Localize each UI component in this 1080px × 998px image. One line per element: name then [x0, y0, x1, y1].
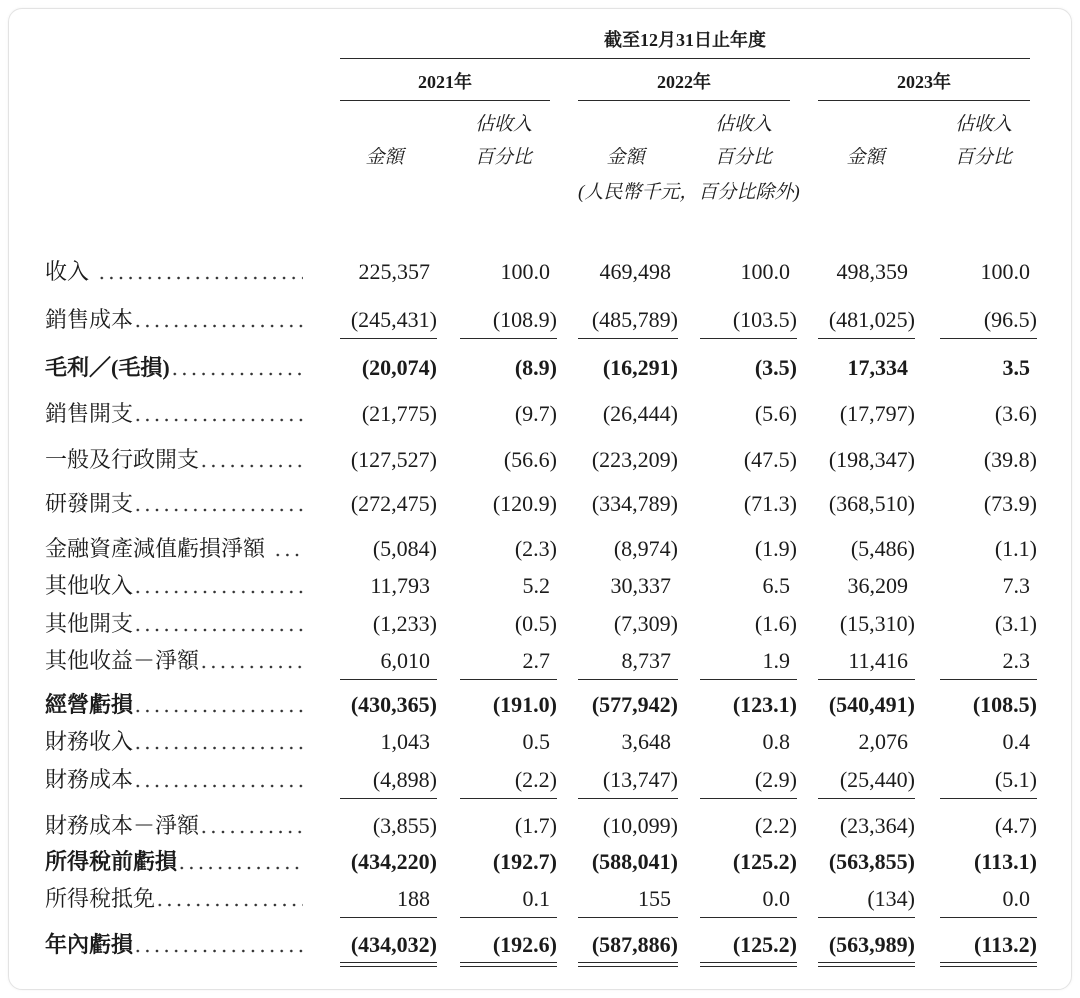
percent-2022-cell: 0.0 — [700, 884, 797, 914]
percent-2021-cell: (120.9) — [492, 491, 557, 516]
row-label — [45, 811, 303, 841]
percent-2021-cell: (9.7) — [514, 401, 557, 426]
dot-leader — [177, 847, 303, 877]
amount-2021-cell: 11,793 — [370, 573, 430, 598]
percent-2022-cell: (103.5) — [700, 305, 797, 335]
row-label — [45, 847, 303, 877]
amount-2021-cell: (272,475) — [350, 491, 437, 516]
amount-2023-cell: (563,989) — [818, 930, 915, 960]
dot-leader — [155, 884, 303, 914]
percent-header-2022-line2: 百分比 — [714, 147, 772, 168]
table-row — [0, 884, 1080, 914]
amount-2023-cell: (368,510) — [828, 491, 915, 516]
percent-2023-cell: 3.5 — [1002, 355, 1030, 380]
dot-leader — [199, 646, 303, 676]
amount-2021-cell: (1,233) — [372, 611, 437, 636]
percent-2021-cell: (56.6) — [503, 447, 557, 472]
row-label-text: 所得稅抵免 — [45, 886, 156, 911]
amount-2021-cell: (434,032) — [340, 930, 437, 960]
amount-2023-cell: (481,025) — [818, 305, 915, 335]
table-row — [0, 489, 1080, 519]
dot-leader — [133, 727, 303, 757]
amount-2021-cell: (20,074) — [361, 355, 437, 380]
percent-2022-cell: (47.5) — [743, 447, 797, 472]
amount-2022-cell: 8,737 — [578, 646, 678, 676]
percent-2021-cell: 100.0 — [500, 259, 550, 284]
amount-2021-cell: 225,357 — [358, 259, 430, 284]
percent-2022-cell: (2.2) — [754, 813, 797, 838]
amount-2022-cell: 155 — [578, 884, 678, 914]
percent-header-2022-line1: 佔收入 — [714, 114, 772, 135]
row-label — [45, 727, 303, 757]
row-label — [45, 445, 303, 475]
percent-2021-cell: (2.3) — [514, 536, 557, 561]
year-header-2023: 2023年 — [897, 72, 951, 92]
percent-2023-cell: (3.6) — [994, 401, 1037, 426]
amount-2023-cell: (25,440) — [818, 765, 915, 795]
percent-2021-cell: 0.5 — [522, 729, 550, 754]
amount-2021-cell: (3,855) — [372, 813, 437, 838]
percent-2022-cell: (3.5) — [754, 355, 797, 380]
percent-2023-cell: 7.3 — [1002, 573, 1030, 598]
dot-leader — [133, 399, 303, 429]
year-rule-2022 — [578, 100, 790, 101]
amount-2022-cell: (577,942) — [591, 692, 678, 717]
percent-2022-cell: 6.5 — [762, 573, 790, 598]
amount-2023-cell: (15,310) — [839, 611, 915, 636]
row-label-text: 銷售成本 — [45, 307, 134, 332]
year-header-2022: 2022年 — [657, 72, 711, 92]
percent-2023-cell: (5.1) — [940, 765, 1037, 795]
amount-2022-cell: (223,209) — [591, 447, 678, 472]
percent-2023-cell: (4.7) — [994, 813, 1037, 838]
amount-2023-cell: (563,855) — [828, 849, 915, 874]
percent-2021-cell: 2.7 — [460, 646, 557, 676]
percent-2023-cell: (96.5) — [940, 305, 1037, 335]
percent-2023-cell: (1.1) — [994, 536, 1037, 561]
row-label — [45, 765, 303, 795]
period-header: 截至12月31日止年度 — [604, 30, 766, 50]
amount-2022-cell: (26,444) — [602, 401, 678, 426]
year-header-2021: 2021年 — [418, 72, 472, 92]
percent-2021-cell: (1.7) — [514, 813, 557, 838]
percent-2022-cell: (2.9) — [700, 765, 797, 795]
amount-2023-cell: (134) — [818, 884, 915, 914]
row-label-text: 一般及行政開支 — [45, 447, 200, 472]
row-label-text: 其他收益－淨額 — [45, 648, 200, 673]
year-rule-2021 — [340, 100, 550, 101]
table-row — [0, 690, 1080, 720]
percent-2023-cell: (73.9) — [983, 491, 1037, 516]
row-label — [45, 305, 303, 335]
amount-2022-cell: (588,041) — [591, 849, 678, 874]
dot-leader — [273, 534, 303, 564]
amount-2021-cell: (127,527) — [350, 447, 437, 472]
amount-2022-cell: 30,337 — [610, 573, 671, 598]
amount-header-2022: 金額 — [606, 147, 645, 168]
amount-2022-cell: (13,747) — [578, 765, 678, 795]
table-row — [0, 445, 1080, 475]
row-label-text: 毛利／(毛損) — [45, 355, 170, 380]
percent-2021-cell: (2.2) — [460, 765, 557, 795]
row-label — [45, 489, 303, 519]
row-label-text: 金融資產減值虧損淨額 — [45, 536, 266, 561]
table-row — [0, 534, 1080, 564]
dot-leader — [133, 305, 303, 335]
row-label — [45, 609, 303, 639]
percent-2023-cell: 0.4 — [1002, 729, 1030, 754]
percent-2023-cell: (113.1) — [974, 849, 1037, 874]
row-label-text: 年內虧損 — [45, 932, 134, 957]
amount-2021-cell: 1,043 — [380, 729, 430, 754]
dot-leader — [133, 690, 303, 720]
unit-note: (人民幣千元，百分比除外) — [578, 182, 800, 203]
table-row — [0, 257, 1080, 287]
table-row — [0, 765, 1080, 795]
table-row — [0, 571, 1080, 601]
dot-leader — [199, 445, 303, 475]
percent-2023-cell: 100.0 — [980, 259, 1030, 284]
amount-2022-cell: (334,789) — [591, 491, 678, 516]
percent-2022-cell: (1.6) — [754, 611, 797, 636]
amount-2023-cell: (23,364) — [839, 813, 915, 838]
row-label-text: 財務成本－淨額 — [45, 813, 200, 838]
dot-leader — [133, 571, 303, 601]
table-row — [0, 930, 1080, 960]
amount-2021-cell: 6,010 — [340, 646, 437, 676]
row-label — [45, 257, 303, 287]
dot-leader — [170, 353, 303, 383]
percent-2021-cell: 5.2 — [522, 573, 550, 598]
amount-2022-cell: (485,789) — [578, 305, 678, 335]
percent-header-2021-line1: 佔收入 — [474, 114, 532, 135]
table-row — [0, 353, 1080, 383]
row-label — [45, 690, 303, 720]
percent-2022-cell: 0.8 — [762, 729, 790, 754]
amount-2022-cell: (587,886) — [578, 930, 678, 960]
amount-2021-cell: (5,084) — [372, 536, 437, 561]
percent-header-2023-line1: 佔收入 — [954, 114, 1012, 135]
amount-2021-cell: 188 — [340, 884, 437, 914]
row-label — [45, 930, 303, 960]
dot-leader — [133, 930, 303, 960]
percent-header-2023-line2: 百分比 — [954, 147, 1012, 168]
amount-2023-cell: (540,491) — [828, 692, 915, 717]
row-label-text: 其他開支 — [45, 611, 134, 636]
amount-2023-cell: (5,486) — [850, 536, 915, 561]
amount-2023-cell: 17,334 — [847, 355, 908, 380]
row-label — [45, 399, 303, 429]
table-row — [0, 305, 1080, 335]
percent-2022-cell: (123.1) — [732, 692, 797, 717]
amount-2023-cell: (17,797) — [839, 401, 915, 426]
percent-2022-cell: 1.9 — [700, 646, 797, 676]
row-label — [45, 646, 303, 676]
row-label-text: 財務成本 — [45, 767, 134, 792]
amount-2022-cell: (8,974) — [613, 536, 678, 561]
row-label — [45, 534, 303, 564]
row-label-text: 財務收入 — [45, 729, 134, 754]
table-row — [0, 399, 1080, 429]
table-row — [0, 847, 1080, 877]
row-label-text: 銷售開支 — [45, 401, 134, 426]
amount-2022-cell: 3,648 — [621, 729, 671, 754]
amount-2021-cell: (430,365) — [350, 692, 437, 717]
amount-2022-cell: (16,291) — [602, 355, 678, 380]
table-row — [0, 727, 1080, 757]
dot-leader — [133, 489, 303, 519]
percent-2021-cell: (191.0) — [492, 692, 557, 717]
percent-2023-cell: (3.1) — [994, 611, 1037, 636]
year-rule-2023 — [818, 100, 1030, 101]
amount-header-2023: 金額 — [846, 147, 885, 168]
percent-2021-cell: (192.6) — [460, 930, 557, 960]
amount-2021-cell: (434,220) — [350, 849, 437, 874]
percent-2021-cell: (0.5) — [514, 611, 557, 636]
amount-2022-cell: 469,498 — [599, 259, 671, 284]
row-label-text: 研發開支 — [45, 491, 134, 516]
percent-2023-cell: 0.0 — [940, 884, 1037, 914]
row-label — [45, 884, 303, 914]
dot-leader — [133, 609, 303, 639]
dot-leader — [199, 811, 303, 841]
percent-2022-cell: (125.2) — [700, 930, 797, 960]
percent-2021-cell: (108.9) — [460, 305, 557, 335]
amount-2021-cell: (21,775) — [361, 401, 437, 426]
amount-2021-cell: (245,431) — [340, 305, 437, 335]
row-label-text: 所得稅前虧損 — [45, 849, 178, 874]
percent-2022-cell: 100.0 — [740, 259, 790, 284]
row-label-text: 收入 — [45, 259, 90, 284]
table-row — [0, 609, 1080, 639]
amount-header-2021: 金額 — [365, 147, 404, 168]
percent-2023-cell: (113.2) — [940, 930, 1037, 960]
row-label — [45, 353, 303, 383]
dot-leader — [97, 257, 303, 287]
row-label-text: 經營虧損 — [45, 692, 134, 717]
dot-leader — [133, 765, 303, 795]
percent-2022-cell: (125.2) — [732, 849, 797, 874]
table-row — [0, 811, 1080, 841]
percent-2022-cell: (1.9) — [754, 536, 797, 561]
percent-2023-cell: 2.3 — [940, 646, 1037, 676]
percent-2021-cell: (8.9) — [514, 355, 557, 380]
amount-2022-cell: (10,099) — [602, 813, 678, 838]
period-header-rule — [340, 58, 1030, 59]
row-label — [45, 571, 303, 601]
amount-2023-cell: 498,359 — [836, 259, 908, 284]
percent-2023-cell: (108.5) — [972, 692, 1037, 717]
amount-2023-cell: 2,076 — [858, 729, 908, 754]
amount-2021-cell: (4,898) — [340, 765, 437, 795]
amount-2023-cell: (198,347) — [828, 447, 915, 472]
percent-2021-cell: 0.1 — [460, 884, 557, 914]
row-label-text: 其他收入 — [45, 573, 134, 598]
percent-2022-cell: (71.3) — [743, 491, 797, 516]
percent-2022-cell: (5.6) — [754, 401, 797, 426]
percent-header-2021-line2: 百分比 — [474, 147, 532, 168]
amount-2023-cell: 36,209 — [847, 573, 908, 598]
table-row — [0, 646, 1080, 676]
amount-2022-cell: (7,309) — [613, 611, 678, 636]
percent-2023-cell: (39.8) — [983, 447, 1037, 472]
amount-2023-cell: 11,416 — [818, 646, 915, 676]
percent-2021-cell: (192.7) — [492, 849, 557, 874]
